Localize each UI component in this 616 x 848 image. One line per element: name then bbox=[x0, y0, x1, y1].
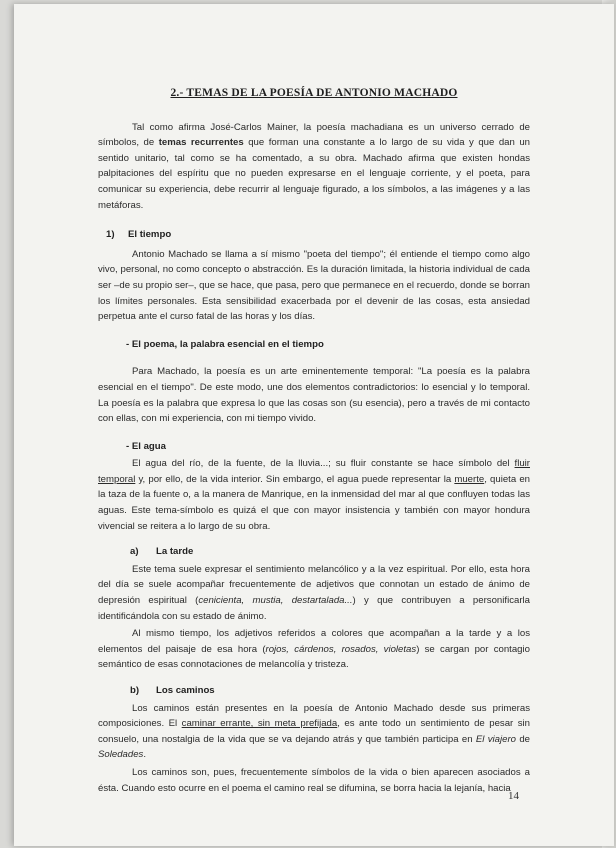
tiempo-paragraph: Antonio Machado se llama a sí mismo "poeta del tiempo"; él entiende el tiempo como algo vivo, personal, no como concepto o abstracción. Es la duración limitada, la historia individual de cada ser –de su propio ser–, que se hace, que pasa, pero que permanece en el recuerdo, donde se borran los límites personales. Esta sensibilidad exacerbada por el devenir de las cosas, esta ansiedad perpetua ante el curso fatal de las horas y los días. bbox=[98, 248, 530, 323]
tarde2-italic: rojos, cárdenos, rosados, violetas bbox=[265, 643, 417, 655]
section-heading-tiempo bbox=[106, 227, 530, 243]
agua-text-c: , quieta en la taza de la fuente o, a la manera de Manrique, en la inmensidad del mar al que confluyen todas las aguas. Este tema-símbolo es quizá el que con mayor insistencia y también con mayor hondura vivencial se reitera a lo largo de su obra. bbox=[98, 473, 530, 532]
intro-text-rest: que forman una constante a lo largo de su vida y que dan un sentido unitario, tal como se ha comentado, a su obra. Machado afirma que existen hondas palpitaciones del espíritu que no pueden expresarse en el lenguaje corriente, y el poeta, para comunicar su experiencia, debe recurrir al lenguaje figurado, a los símbolos, a las imágenes y a las metáforas. bbox=[98, 137, 530, 211]
caminos-text-a: Los caminos están presentes en la poesía de Antonio Machado desde sus primeras composiciones. El bbox=[98, 702, 530, 730]
tarde-italic: cenicienta, mustia, destartalada... bbox=[198, 595, 353, 607]
agua-text-a: El agua del río, de la fuente, de la lluvia...; su fluir constante se hace símbolo del bbox=[132, 458, 515, 470]
section-title: El tiempo bbox=[128, 229, 172, 241]
agua-paragraph bbox=[98, 456, 530, 534]
page-title: 2.- TEMAS DE LA POESÍA DE ANTONIO MACHADO bbox=[170, 87, 458, 99]
caminos-text-c: de bbox=[516, 733, 530, 745]
agua-text-b: y, por ello, de la vida interior. Sin embargo, el agua puede representar la bbox=[135, 473, 455, 485]
section-number: b) bbox=[130, 685, 140, 696]
tarde2-text-b: ) se cargan por contagio semántico de esas connotaciones de melancolía y tristeza. bbox=[98, 643, 530, 671]
tarde-text-b: ) y que contribuyen a personificarla identificándola con su estado de ánimo. bbox=[98, 595, 530, 622]
section-heading-caminos bbox=[130, 683, 530, 699]
subsection-heading-agua: - El agua bbox=[126, 440, 166, 452]
section-title: La tarde bbox=[156, 546, 194, 558]
tarde2-text-a: Al mismo tiempo, los adjetivos referidos a colores que acompañan a la tarde y a los elementos del paisaje de esa hora ( bbox=[98, 628, 530, 655]
caminos-underline: caminar errante, sin meta prefijada bbox=[181, 718, 338, 730]
agua-underline-1: fluir temporal bbox=[98, 458, 530, 485]
tarde-paragraph-2 bbox=[98, 626, 530, 673]
section-number: a) bbox=[130, 546, 139, 558]
subsection-heading-poema: - El poema, la palabra esencial en el tiempo bbox=[126, 338, 324, 350]
caminos-text-d: . bbox=[143, 749, 147, 761]
caminos-paragraph-2: Los caminos son, pues, frecuentemente símbolos de la vida o bien aparecen asociados a ésta. Cuando esto ocurre en el poema el camino real se difumina, se borra hacia la lejanía, hacia bbox=[98, 766, 530, 794]
caminos-text-b: , es ante todo un sentimiento de pesar sin consuelo, una nostalgia de la vida que se va dejando atrás y que también participa en bbox=[98, 718, 530, 745]
caminos-italic-2: Soledades bbox=[98, 749, 144, 761]
section-heading-tarde bbox=[130, 544, 530, 560]
caminos-italic-1: El viajero bbox=[475, 733, 516, 745]
agua-underline-2: muerte bbox=[454, 473, 485, 485]
document-content bbox=[98, 78, 530, 806]
page-number: 14 bbox=[508, 790, 519, 802]
section-title: Los caminos bbox=[156, 685, 215, 696]
intro-bold: temas recurrentes bbox=[158, 137, 244, 149]
intro-text: Tal como afirma José-Carlos Mainer, la poesía machadiana es un universo cerrado de símbolos, de bbox=[98, 121, 530, 149]
poema-paragraph: Para Machado, la poesía es un arte eminentemente temporal: "La poesía es la palabra esencial en el tiempo". De este modo, une dos elementos contradictorios: lo esencial y lo temporal. La poesía es la palabra que expresa lo que las cosas son (su esencia), pero a través de mi contacto con ellas, con mi experiencia, con mi tiempo vivido. bbox=[98, 366, 530, 425]
tarde-paragraph-1 bbox=[98, 562, 530, 624]
section-number: 1) bbox=[106, 229, 115, 241]
intro-paragraph bbox=[98, 120, 530, 214]
tarde-text-a: Este tema suele expresar el sentimiento melancólico y a la vez espiritual. Por ello, esta hora del día se suele acompañar frecuentemente de adjetivos que connotan un estado de ánimo de depresión espiritual ( bbox=[98, 563, 530, 607]
caminos-paragraph-1 bbox=[98, 701, 530, 763]
